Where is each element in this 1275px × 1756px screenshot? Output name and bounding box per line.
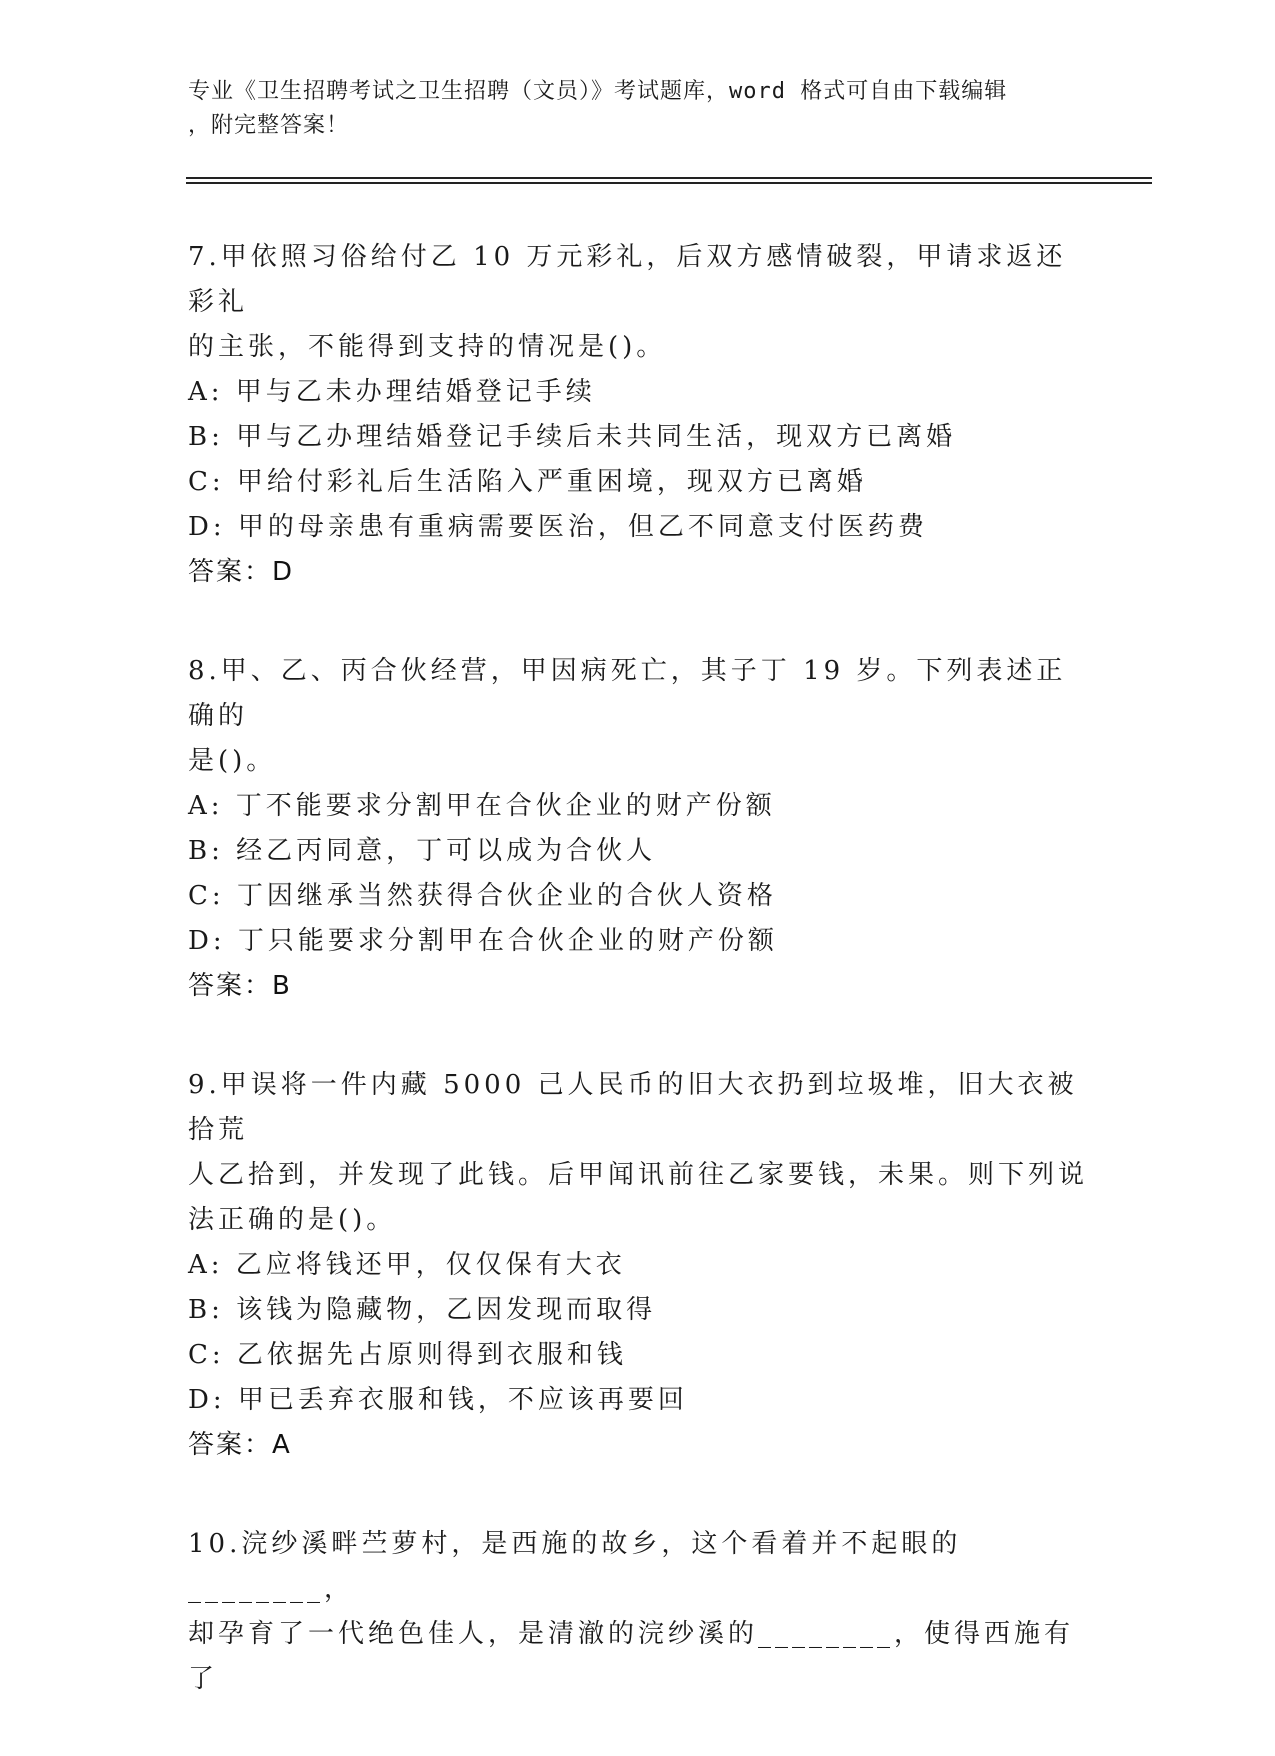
question-9 (188, 1063, 1088, 1468)
answer: 答案：A (188, 1430, 292, 1460)
option-d: D: 甲的母亲患有重病需要医治，但乙不同意支付医药费 (188, 512, 928, 542)
question-stem-line: 法正确的是()。 (188, 1205, 397, 1235)
header-line-2: ，附完整答案！ (188, 113, 350, 138)
option-b: B: 该钱为隐藏物，乙因发现而取得 (188, 1295, 657, 1325)
question-stem-line: 人乙拾到，并发现了此钱。后甲闻讯前往乙家要钱，未果。则下列说 (188, 1160, 1089, 1190)
answer: 答案：B (188, 971, 292, 1001)
question-stem-line: 却孕育了一代绝色佳人，是清澈的浣纱溪的________，使得西施有了 (188, 1619, 1075, 1694)
option-c: C: 丁因继承当然获得合伙企业的合伙人资格 (188, 881, 777, 911)
question-stem-line: 7.甲依照习俗给付乙 10 万元彩礼，后双方感情破裂，甲请求返还彩礼 (188, 242, 1067, 317)
answer: 答案：D (188, 557, 295, 587)
option-a: A: 乙应将钱还甲，仅仅保有大衣 (188, 1250, 626, 1280)
option-d: D: 甲已丢弃衣服和钱，不应该再要回 (188, 1385, 688, 1415)
option-c: C: 乙依据先占原则得到衣服和钱 (188, 1340, 627, 1370)
header-rule-top (186, 177, 1152, 179)
option-c: C: 甲给付彩礼后生活陷入严重困境，现双方已离婚 (188, 467, 867, 497)
question-list (188, 235, 1088, 1756)
header-rule-bottom (186, 182, 1152, 184)
header-line-1: 专业《卫生招聘考试之卫生招聘（文员）》考试题库，word 格式可自由下载编辑 (188, 79, 1008, 104)
question-stem-line: 的主张，不能得到支持的情况是()。 (188, 332, 667, 362)
question-7 (188, 235, 1088, 595)
document-header (188, 75, 1088, 143)
option-a: A: 丁不能要求分割甲在合伙企业的财产份额 (188, 791, 776, 821)
option-d: D: 丁只能要求分割甲在合伙企业的财产份额 (188, 926, 778, 956)
question-10 (188, 1522, 1088, 1702)
question-stem-line: 10.浣纱溪畔苎萝村，是西施的故乡，这个看着并不起眼的________， (188, 1529, 962, 1604)
question-8 (188, 649, 1088, 1009)
question-stem-line: 9.甲误将一件内藏 5000 己人民币的旧大衣扔到垃圾堆，旧大衣被拾荒 (188, 1070, 1078, 1145)
question-stem-line: 8.甲、乙、丙合伙经营，甲因病死亡，其子丁 19 岁。下列表述正确的 (188, 656, 1067, 731)
option-a: A: 甲与乙未办理结婚登记手续 (188, 377, 596, 407)
option-b: B: 经乙丙同意，丁可以成为合伙人 (188, 836, 657, 866)
option-b: B: 甲与乙办理结婚登记手续后未共同生活，现双方已离婚 (188, 422, 957, 452)
question-stem-line: 是()。 (188, 746, 277, 776)
